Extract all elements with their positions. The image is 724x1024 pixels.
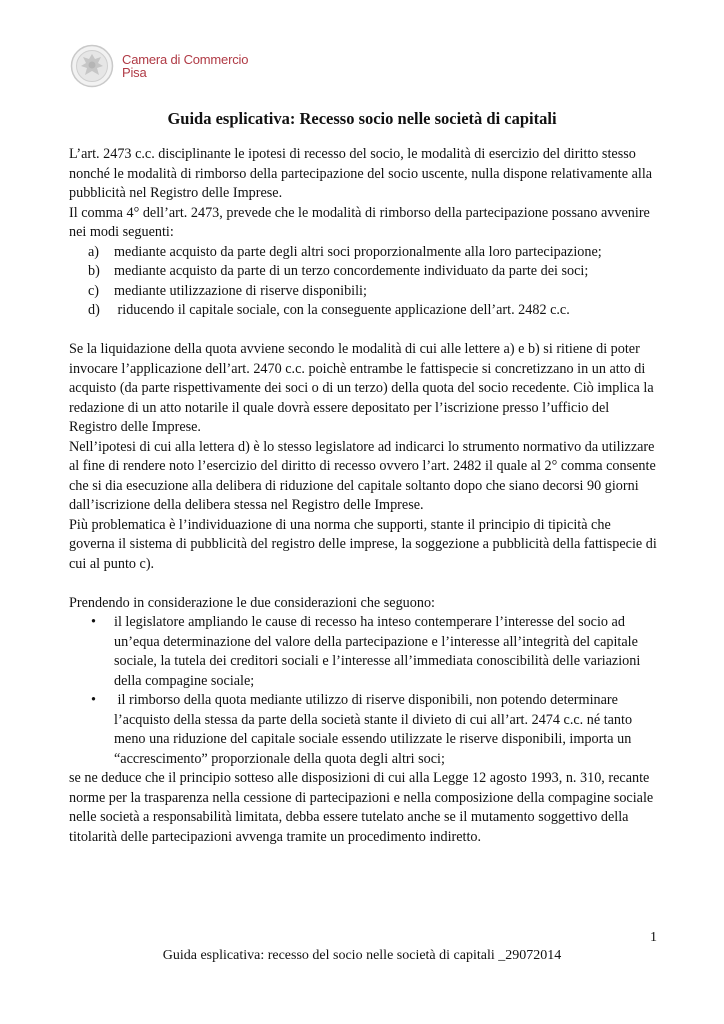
- paragraph-2: Il comma 4° dell’art. 2473, prevede che le modalità di rimborso della partecipazione possano avvenire nei modi seguenti:: [69, 204, 650, 240]
- document-body: [69, 145, 659, 847]
- list-item: • il legislatore ampliando le cause di recesso ha inteso contemperare l’interesse del socio ad un’equa determinazione del valore della partecipazione e l’interesse all’integrità del capitale sociale, la tutela dei creditori sociali e l’interesse all’immediata conoscibilità delle variazioni della compagine sociale;: [91, 614, 641, 689]
- paragraph-4: Nell’ipotesi di cui alla lettera d) è lo stesso legislatore ad indicarci lo strumento normativo da utilizzare al fine di rendere noto l’esercizio del diritto di recesso ovvero l’art. 2482 il quale al 2° comma consente che si dia esecuzione alla delibera di riduzione del capitale soltanto dopo che siano decorsi 90 giorni dall’iscrizione della delibera stessa nel Registro delle Imprese.: [69, 438, 656, 513]
- list-item: d) riducendo il capitale sociale, con la conseguente applicazione dell’art. 2482 c.c.: [88, 302, 570, 318]
- considerations-list: [69, 613, 659, 769]
- page-number: 1: [650, 930, 657, 945]
- paragraph-7: se ne deduce che il principio sotteso alle disposizioni di cui alla Legge 12 agosto 1993, n. 310, recante norme per la trasparenza nella cessione di partecipazioni e nella composizione della compagine sociale nelle società a responsabilità limitata, debba essere tutelato anche se il mutamento soggettivo della titolarità delle partecipazioni avvenga tramite un procedimento indiretto.: [69, 770, 654, 845]
- paragraph-1: L’art. 2473 c.c. disciplinante le ipotesi di recesso del socio, le modalità di esercizio del diritto stesso nonché le modalità di rimborso della partecipazione del socio uscente, nulla dispone relativamente alla pubblicità nel Registro delle Imprese.: [69, 146, 653, 201]
- header-logo: [70, 44, 248, 88]
- page-footer: Guida esplicativa: recesso del socio nelle società di capitali _29072014: [162, 948, 562, 963]
- paragraph-5: Più problematica è l’individuazione di una norma che supporti, stante il principio di tipicità che governa il sistema di pubblicità del registro delle imprese, la soggezione a pubblicità della fattispecie di cui al punto c).: [69, 516, 657, 572]
- paragraph-3: Se la liquidazione della quota avviene secondo le modalità di cui alle lettere a) e b) si ritiene di poter invocare l’applicazione dell’art. 2470 c.c. poichè entrambe le fattispecie si concretizzano in un atto di acquisto (da parte rispettivamente dei soci o di un terzo) della quota del socio recedente. Ciò implica la redazione di un atto notarile il quale dovrà essere depositato per l’iscrizione presso l’ufficio del Registro delle Imprese.: [69, 341, 654, 435]
- seal-icon: [70, 44, 114, 88]
- list-item: c) mediante utilizzazione di riserve disponibili;: [88, 282, 367, 299]
- list-item: b) mediante acquisto da parte di un terzo concordemente individuato da parte dei soci;: [88, 263, 589, 279]
- logo-line-1: Camera di Commercio: [122, 52, 249, 67]
- logo-text: [122, 53, 248, 79]
- reimbursement-list: [69, 243, 659, 321]
- logo-line-2: Pisa: [122, 65, 147, 80]
- paragraph-6: Prendendo in considerazione le due considerazioni che seguono:: [69, 594, 435, 611]
- list-item: a) mediante acquisto da parte degli altri soci proporzionalmente alla loro partecipazione;: [88, 243, 602, 260]
- page-title: Guida esplicativa: Recesso socio nelle società di capitali: [167, 109, 557, 128]
- list-item: • il rimborso della quota mediante utilizzo di riserve disponibili, non potendo determinare l’acquisto della stessa da parte della società stante il divieto di cui all’art. 2474 c.c. né tanto meno una riduzione del capitale sociale essendo utilizzate le riserve disponibili, importa un “accrescimento” proporzionale della quota degli altri soci;: [91, 692, 636, 767]
